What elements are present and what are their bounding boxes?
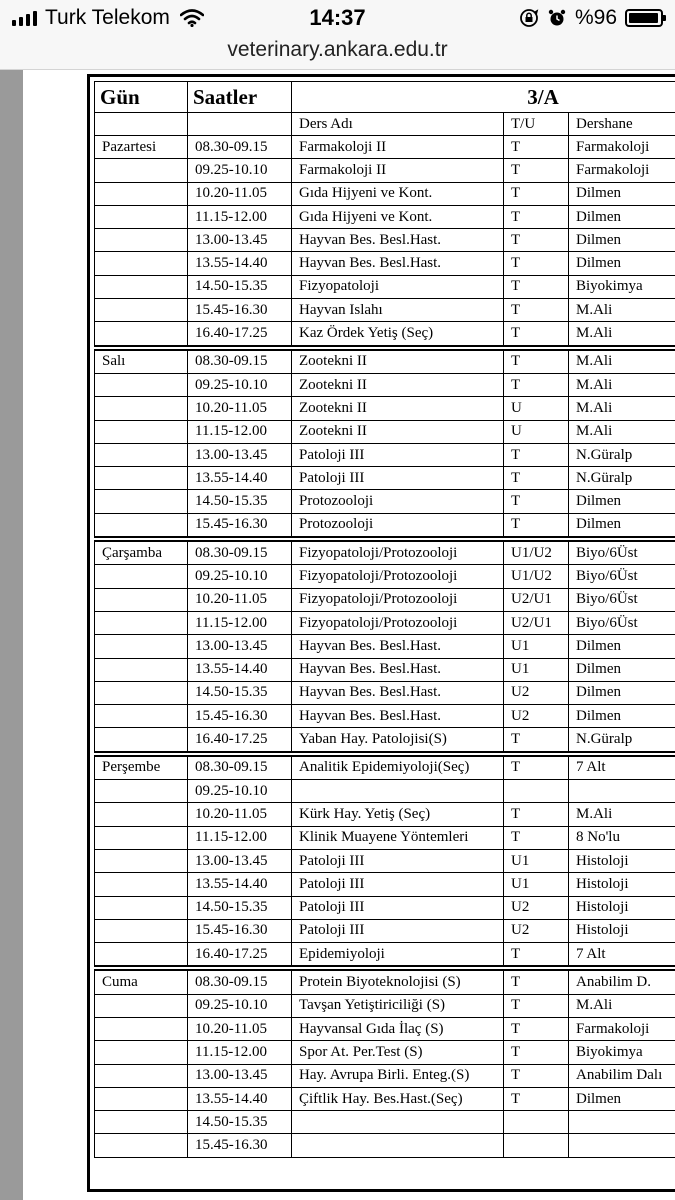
table-row	[95, 420, 675, 443]
classroom: Biyokimya	[569, 1041, 675, 1064]
day-cell	[95, 1111, 188, 1134]
time-slot: 15.45-16.30	[188, 919, 292, 942]
table-row	[95, 565, 675, 588]
course-type: T	[504, 182, 569, 205]
day-cell	[95, 397, 188, 420]
day-cell	[95, 658, 188, 681]
table-row	[95, 756, 675, 780]
course-type: U1	[504, 635, 569, 658]
course-name: Protein Biyoteknolojisi (S)	[292, 970, 504, 994]
classroom: Dilmen	[569, 658, 675, 681]
day-cell	[95, 159, 188, 182]
table-row	[95, 373, 675, 396]
time-slot: 09.25-10.10	[188, 994, 292, 1017]
header-hours: Saatler	[188, 82, 292, 113]
schedule-table	[94, 81, 675, 1158]
course-name: Hayvan Bes. Besl.Hast.	[292, 705, 504, 728]
table-row	[95, 849, 675, 872]
classroom: 7 Alt	[569, 756, 675, 780]
battery-percent: %96	[574, 6, 617, 29]
header-day: Gün	[95, 82, 188, 113]
classroom	[569, 1134, 675, 1157]
classroom: M.Ali	[569, 420, 675, 443]
course-name: Patoloji III	[292, 849, 504, 872]
time-slot: 16.40-17.25	[188, 943, 292, 967]
day-cell	[95, 705, 188, 728]
course-name: Patoloji III	[292, 919, 504, 942]
classroom: Dilmen	[569, 513, 675, 537]
course-type: T	[504, 467, 569, 490]
day-cell	[95, 588, 188, 611]
course-name: Hay. Avrupa Birli. Enteg.(S)	[292, 1064, 504, 1087]
course-type: U1	[504, 658, 569, 681]
browser-address-bar[interactable]	[0, 36, 675, 70]
time-slot: 14.50-15.35	[188, 681, 292, 704]
classroom: M.Ali	[569, 299, 675, 322]
classroom: Biyokimya	[569, 275, 675, 298]
course-name: Hayvan Bes. Besl.Hast.	[292, 635, 504, 658]
time-slot: 11.15-12.00	[188, 1041, 292, 1064]
course-type	[504, 1111, 569, 1134]
day-cell	[95, 826, 188, 849]
time-slot: 13.00-13.45	[188, 635, 292, 658]
course-type: T	[504, 728, 569, 752]
classroom: Dilmen	[569, 705, 675, 728]
time-slot: 11.15-12.00	[188, 611, 292, 634]
classroom: Biyo/6Üst	[569, 588, 675, 611]
course-name: Kürk Hay. Yetiş (Seç)	[292, 803, 504, 826]
day-cell	[95, 467, 188, 490]
time-slot: 15.45-16.30	[188, 705, 292, 728]
classroom: 8 No'lu	[569, 826, 675, 849]
time-slot: 08.30-09.15	[188, 350, 292, 374]
course-name: Fizyopatoloji/Protozooloji	[292, 611, 504, 634]
time-slot: 13.55-14.40	[188, 467, 292, 490]
time-slot: 10.20-11.05	[188, 182, 292, 205]
course-name: Farmakoloji II	[292, 136, 504, 159]
course-name: Farmakoloji II	[292, 159, 504, 182]
course-type: T	[504, 322, 569, 346]
course-type: T	[504, 943, 569, 967]
day-name: Salı	[95, 350, 188, 374]
time-slot: 09.25-10.10	[188, 780, 292, 803]
time-slot: 13.00-13.45	[188, 229, 292, 252]
table-row	[95, 873, 675, 896]
day-cell	[95, 1064, 188, 1087]
url-text[interactable]: veterinary.ankara.edu.tr	[227, 38, 448, 61]
table-row	[95, 635, 675, 658]
course-type	[504, 780, 569, 803]
course-type: U2	[504, 705, 569, 728]
course-type: U2/U1	[504, 611, 569, 634]
time-slot: 08.30-09.15	[188, 541, 292, 565]
time-slot: 10.20-11.05	[188, 803, 292, 826]
course-type: T	[504, 373, 569, 396]
time-slot: 15.45-16.30	[188, 513, 292, 537]
day-cell	[95, 635, 188, 658]
course-type: T	[504, 443, 569, 466]
course-type: T	[504, 275, 569, 298]
time-slot: 14.50-15.35	[188, 275, 292, 298]
course-name: Protozooloji	[292, 490, 504, 513]
clock: 14:37	[309, 5, 366, 30]
subheader-empty-hours	[188, 113, 292, 136]
day-cell	[95, 420, 188, 443]
time-slot: 11.15-12.00	[188, 826, 292, 849]
classroom: Histoloji	[569, 849, 675, 872]
day-cell	[95, 780, 188, 803]
day-cell	[95, 681, 188, 704]
course-type: U1/U2	[504, 565, 569, 588]
time-slot: 09.25-10.10	[188, 565, 292, 588]
day-cell	[95, 803, 188, 826]
table-row	[95, 1017, 675, 1040]
table-row	[95, 803, 675, 826]
table-row	[95, 252, 675, 275]
table-row	[95, 1134, 675, 1157]
time-slot: 13.55-14.40	[188, 658, 292, 681]
course-type: T	[504, 1017, 569, 1040]
time-slot: 13.00-13.45	[188, 443, 292, 466]
day-cell	[95, 299, 188, 322]
course-type: T	[504, 229, 569, 252]
course-name: Fizyopatoloji/Protozooloji	[292, 588, 504, 611]
table-row	[95, 299, 675, 322]
table-row	[95, 275, 675, 298]
table-row	[95, 229, 675, 252]
course-type: U1	[504, 849, 569, 872]
classroom: Histoloji	[569, 919, 675, 942]
time-slot: 13.00-13.45	[188, 1064, 292, 1087]
course-name: Spor At. Per.Test (S)	[292, 1041, 504, 1064]
time-slot: 15.45-16.30	[188, 1134, 292, 1157]
time-slot: 16.40-17.25	[188, 322, 292, 346]
day-cell	[95, 1041, 188, 1064]
course-type: T	[504, 1087, 569, 1110]
classroom: Biyo/6Üst	[569, 565, 675, 588]
course-name	[292, 780, 504, 803]
course-name: Gıda Hijyeni ve Kont.	[292, 205, 504, 228]
table-row	[95, 513, 675, 537]
time-slot: 13.55-14.40	[188, 873, 292, 896]
table-row	[95, 182, 675, 205]
course-name: Zootekni II	[292, 420, 504, 443]
time-slot: 14.50-15.35	[188, 1111, 292, 1134]
course-type: T	[504, 299, 569, 322]
course-name: Zootekni II	[292, 397, 504, 420]
time-slot: 09.25-10.10	[188, 159, 292, 182]
course-type: T	[504, 803, 569, 826]
table-row	[95, 1064, 675, 1087]
classroom: Dilmen	[569, 205, 675, 228]
day-cell	[95, 919, 188, 942]
course-name: Patoloji III	[292, 896, 504, 919]
table-row	[95, 136, 675, 159]
course-type: U	[504, 397, 569, 420]
day-cell	[95, 490, 188, 513]
classroom: M.Ali	[569, 322, 675, 346]
course-type: U2	[504, 681, 569, 704]
course-name: Klinik Muayene Yöntemleri	[292, 826, 504, 849]
course-name: Zootekni II	[292, 373, 504, 396]
time-slot: 14.50-15.35	[188, 490, 292, 513]
course-name: Yaban Hay. Patolojisi(S)	[292, 728, 504, 752]
course-type: T	[504, 159, 569, 182]
day-cell	[95, 205, 188, 228]
time-slot: 11.15-12.00	[188, 420, 292, 443]
course-name: Epidemiyoloji	[292, 943, 504, 967]
table-row	[95, 1111, 675, 1134]
day-cell	[95, 611, 188, 634]
day-name: Cuma	[95, 970, 188, 994]
course-name: Patoloji III	[292, 467, 504, 490]
classroom: Dilmen	[569, 182, 675, 205]
course-name: Hayvan Islahı	[292, 299, 504, 322]
table-row	[95, 1087, 675, 1110]
course-name: Hayvan Bes. Besl.Hast.	[292, 229, 504, 252]
classroom: Histoloji	[569, 873, 675, 896]
classroom: N.Güralp	[569, 443, 675, 466]
table-row	[95, 919, 675, 942]
page-viewport	[0, 70, 675, 1200]
alarm-icon	[547, 8, 567, 28]
table-row	[95, 205, 675, 228]
table-row	[95, 780, 675, 803]
course-type: T	[504, 205, 569, 228]
classroom: M.Ali	[569, 994, 675, 1017]
time-slot: 11.15-12.00	[188, 205, 292, 228]
course-name	[292, 1111, 504, 1134]
day-name: Çarşamba	[95, 541, 188, 565]
table-row	[95, 397, 675, 420]
battery-icon	[625, 9, 663, 27]
table-row	[95, 994, 675, 1017]
day-cell	[95, 322, 188, 346]
course-type: T	[504, 826, 569, 849]
course-name: Fizyopatoloji/Protozooloji	[292, 565, 504, 588]
course-name: Hayvan Bes. Besl.Hast.	[292, 252, 504, 275]
table-row	[95, 490, 675, 513]
course-name: Hayvan Bes. Besl.Hast.	[292, 658, 504, 681]
day-name: Pazartesi	[95, 136, 188, 159]
day-cell	[95, 994, 188, 1017]
day-cell	[95, 513, 188, 537]
table-row	[95, 443, 675, 466]
classroom: Histoloji	[569, 896, 675, 919]
subheader-room: Dershane	[569, 113, 675, 136]
status-right	[519, 6, 663, 30]
subheader-course: Ders Adı	[292, 113, 504, 136]
time-slot: 15.45-16.30	[188, 299, 292, 322]
table-row	[95, 826, 675, 849]
table-row	[95, 728, 675, 752]
table-row	[95, 658, 675, 681]
classroom: M.Ali	[569, 803, 675, 826]
classroom: N.Güralp	[569, 467, 675, 490]
course-name: Protozooloji	[292, 513, 504, 537]
classroom: 7 Alt	[569, 943, 675, 967]
time-slot: 13.55-14.40	[188, 252, 292, 275]
classroom: Farmakoloji	[569, 159, 675, 182]
classroom: N.Güralp	[569, 728, 675, 752]
course-type	[504, 1134, 569, 1157]
day-cell	[95, 182, 188, 205]
day-cell	[95, 849, 188, 872]
classroom: M.Ali	[569, 350, 675, 374]
course-type: T	[504, 350, 569, 374]
course-type: U1	[504, 873, 569, 896]
classroom	[569, 1111, 675, 1134]
classroom: Anabilim Dalı	[569, 1064, 675, 1087]
time-slot: 10.20-11.05	[188, 397, 292, 420]
table-row	[95, 896, 675, 919]
subheader-row	[95, 113, 675, 136]
course-type: U2	[504, 896, 569, 919]
day-name: Perşembe	[95, 756, 188, 780]
course-type: T	[504, 490, 569, 513]
time-slot: 14.50-15.35	[188, 896, 292, 919]
day-cell	[95, 943, 188, 967]
table-row	[95, 467, 675, 490]
course-type: T	[504, 1041, 569, 1064]
classroom: Dilmen	[569, 252, 675, 275]
classroom: Dilmen	[569, 635, 675, 658]
status-bar	[0, 0, 675, 36]
course-name: Gıda Hijyeni ve Kont.	[292, 182, 504, 205]
day-cell	[95, 873, 188, 896]
time-slot: 10.20-11.05	[188, 588, 292, 611]
day-cell	[95, 1134, 188, 1157]
course-type: T	[504, 136, 569, 159]
course-type: U	[504, 420, 569, 443]
classroom: Dilmen	[569, 490, 675, 513]
course-name: Patoloji III	[292, 443, 504, 466]
course-type: T	[504, 994, 569, 1017]
course-name: Hayvansal Gıda İlaç (S)	[292, 1017, 504, 1040]
course-type: T	[504, 513, 569, 537]
page-gutter	[0, 70, 23, 1200]
course-name	[292, 1134, 504, 1157]
classroom: Anabilim D.	[569, 970, 675, 994]
table-row	[95, 705, 675, 728]
time-slot: 08.30-09.15	[188, 970, 292, 994]
time-slot: 10.20-11.05	[188, 1017, 292, 1040]
time-slot: 08.30-09.15	[188, 756, 292, 780]
course-type: T	[504, 252, 569, 275]
table-row	[95, 970, 675, 994]
time-slot: 13.55-14.40	[188, 1087, 292, 1110]
classroom: M.Ali	[569, 373, 675, 396]
course-type: T	[504, 970, 569, 994]
day-cell	[95, 728, 188, 752]
course-name: Fizyopatoloji/Protozooloji	[292, 541, 504, 565]
course-name: Kaz Ördek Yetiş (Seç)	[292, 322, 504, 346]
carrier-name: Turk Telekom	[45, 6, 170, 29]
classroom: Biyo/6Üst	[569, 611, 675, 634]
table-row	[95, 943, 675, 967]
course-name: Analitik Epidemiyoloji(Seç)	[292, 756, 504, 780]
day-cell	[95, 896, 188, 919]
day-cell	[95, 252, 188, 275]
header-row	[95, 82, 675, 113]
table-row	[95, 159, 675, 182]
time-slot: 09.25-10.10	[188, 373, 292, 396]
table-row	[95, 1041, 675, 1064]
course-name: Zootekni II	[292, 350, 504, 374]
day-cell	[95, 1017, 188, 1040]
day-cell	[95, 275, 188, 298]
course-type: T	[504, 756, 569, 780]
table-row	[95, 681, 675, 704]
header-class: 3/A	[292, 82, 675, 113]
time-slot: 13.00-13.45	[188, 849, 292, 872]
classroom: M.Ali	[569, 397, 675, 420]
day-cell	[95, 373, 188, 396]
day-cell	[95, 229, 188, 252]
time-slot: 08.30-09.15	[188, 136, 292, 159]
day-cell	[95, 1087, 188, 1110]
course-type: U1/U2	[504, 541, 569, 565]
classroom: Farmakoloji	[569, 1017, 675, 1040]
classroom: Biyo/6Üst	[569, 541, 675, 565]
course-name: Tavşan Yetiştiriciliği (S)	[292, 994, 504, 1017]
course-type: T	[504, 1064, 569, 1087]
course-type: U2/U1	[504, 588, 569, 611]
day-cell	[95, 565, 188, 588]
course-name: Fizyopatoloji	[292, 275, 504, 298]
course-name: Patoloji III	[292, 873, 504, 896]
classroom: Farmakoloji	[569, 136, 675, 159]
classroom	[569, 780, 675, 803]
course-name: Çiftlik Hay. Bes.Hast.(Seç)	[292, 1087, 504, 1110]
classroom: Dilmen	[569, 1087, 675, 1110]
classroom: Dilmen	[569, 229, 675, 252]
table-row	[95, 611, 675, 634]
day-cell	[95, 443, 188, 466]
subheader-tu: T/U	[504, 113, 569, 136]
table-row	[95, 322, 675, 346]
table-row	[95, 541, 675, 565]
document-page	[87, 74, 675, 1192]
classroom: Dilmen	[569, 681, 675, 704]
course-name: Hayvan Bes. Besl.Hast.	[292, 681, 504, 704]
time-slot: 16.40-17.25	[188, 728, 292, 752]
table-row	[95, 350, 675, 374]
subheader-empty-day	[95, 113, 188, 136]
rotation-lock-icon	[519, 8, 539, 28]
table-row	[95, 588, 675, 611]
course-type: U2	[504, 919, 569, 942]
